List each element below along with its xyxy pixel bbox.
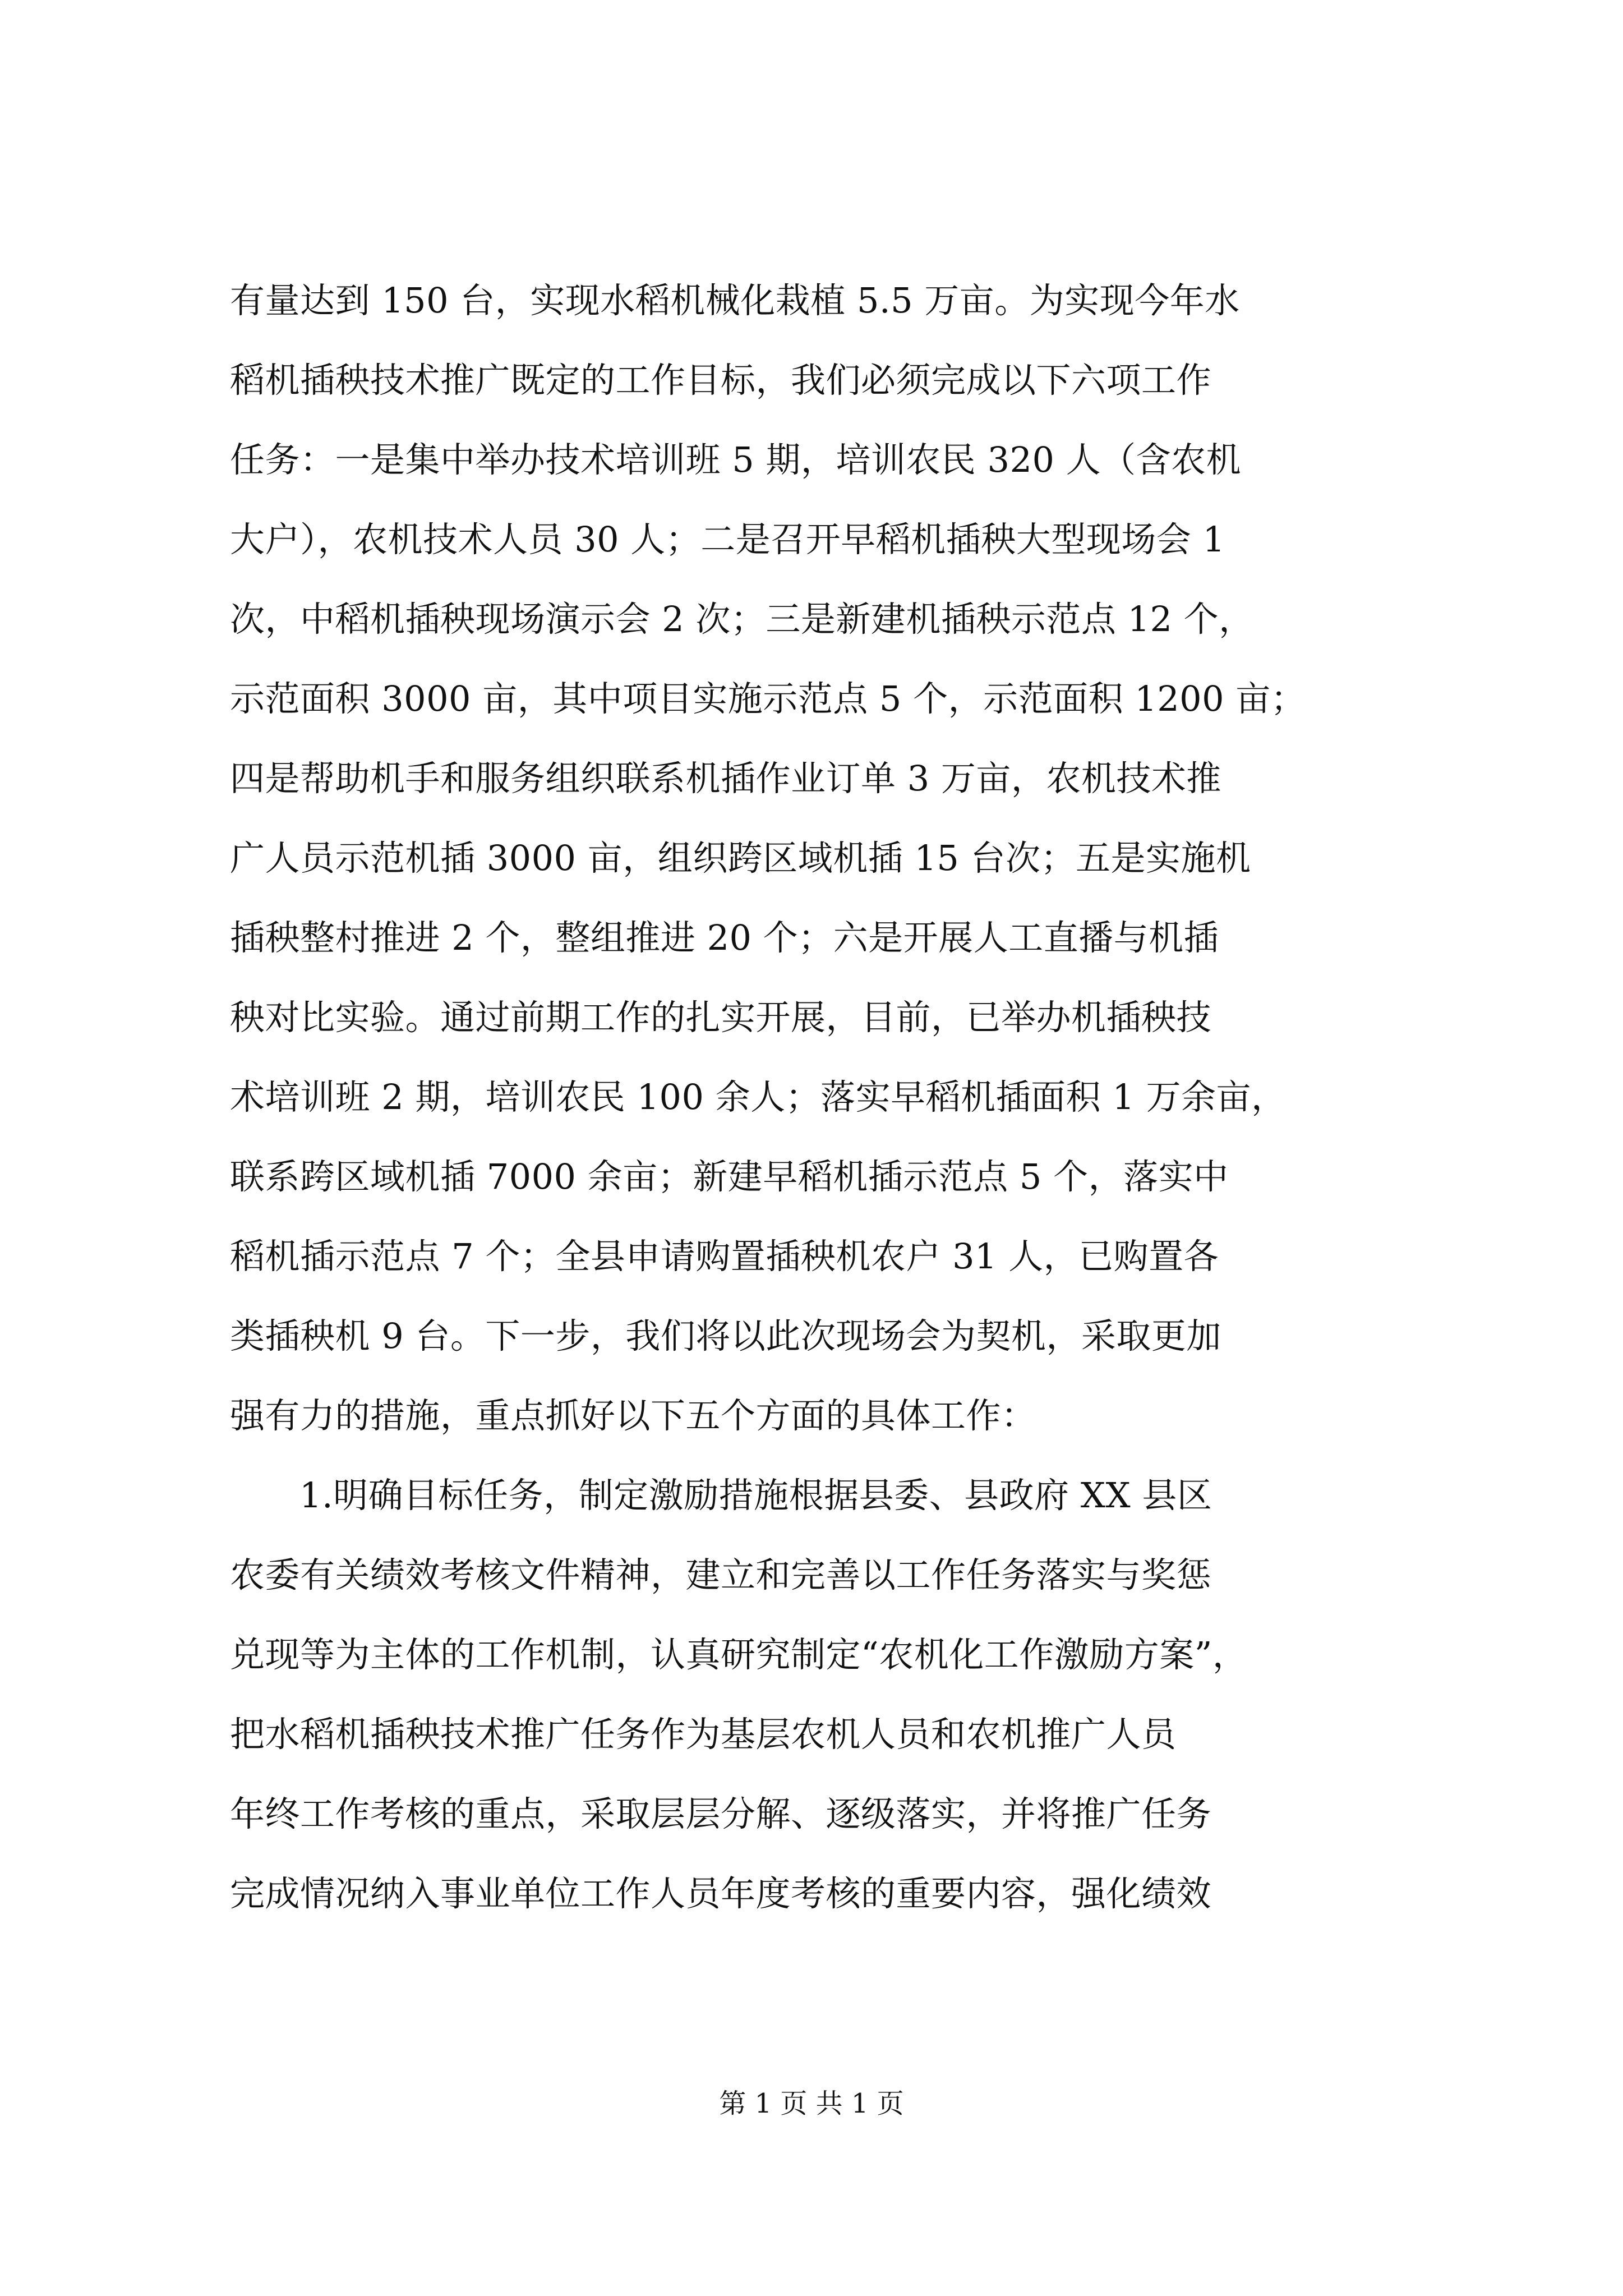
text-line: 把水稻机插秧技术推广任务作为基层农机人员和农机推广人员 — [230, 1714, 1177, 1755]
text-line: 广人员示范机插 3000 亩，组织跨区域机插 15 台次；五是实施机 — [230, 838, 1251, 878]
body-text — [230, 261, 1413, 1934]
section-heading-line: 1.明确目标任务，制定激励措施根据县委、县政府 XX 县区 — [299, 1475, 1212, 1516]
text-line: 农委有关绩效考核文件精神，建立和完善以工作任务落实与奖惩 — [230, 1554, 1212, 1595]
text-line: 强有力的措施，重点抓好以下五个方面的具体工作： — [230, 1395, 1036, 1436]
text-line: 大户），农机技术人员 30 人；二是召开早稻机插秧大型现场会 1 — [230, 519, 1225, 560]
text-line: 有量达到 150 台，实现水稻机械化栽植 5.5 万亩。为实现今年水 — [230, 280, 1240, 321]
page-number-footer: 第 1 页 共 1 页 — [719, 2088, 904, 2119]
text-line: 插秧整村推进 2 个，整组推进 20 个；六是开展人工直播与机插 — [230, 917, 1219, 958]
text-line: 秧对比实验。通过前期工作的扎实开展，目前，已举办机插秧技 — [230, 997, 1212, 1038]
text-line: 术培训班 2 期，培训农民 100 余人；落实早稻机插面积 1 万余亩， — [230, 1076, 1287, 1117]
text-line: 联系跨区域机插 7000 余亩；新建早稻机插示范点 5 个，落实中 — [230, 1156, 1229, 1197]
text-line: 类插秧机 9 台。下一步，我们将以此次现场会为契机，采取更加 — [230, 1315, 1221, 1356]
text-line: 任务：一是集中举办技术培训班 5 期，培训农民 320 人（含农机 — [230, 439, 1242, 480]
text-line: 兑现等为主体的工作机制，认真研究制定“农机化工作激励方案”， — [230, 1634, 1248, 1675]
text-line: 稻机插秧技术推广既定的工作目标，我们必须完成以下六项工作 — [230, 360, 1212, 401]
text-line: 次，中稻机插秧现场演示会 2 次；三是新建机插秧示范点 12 个， — [230, 599, 1254, 639]
text-line: 四是帮助机手和服务组织联系机插作业订单 3 万亩，农机技术推 — [230, 758, 1221, 799]
text-line: 稻机插示范点 7 个；全县申请购置插秧机农户 31 人，已购置各 — [230, 1236, 1219, 1277]
text-line: 年终工作考核的重点，采取层层分解、逐级落实，并将推广任务 — [230, 1793, 1212, 1834]
text-line: 完成情况纳入事业单位工作人员年度考核的重要内容，强化绩效 — [230, 1873, 1212, 1914]
text-line: 示范面积 3000 亩，其中项目实施示范点 5 个，示范面积 1200 亩； — [230, 678, 1306, 719]
